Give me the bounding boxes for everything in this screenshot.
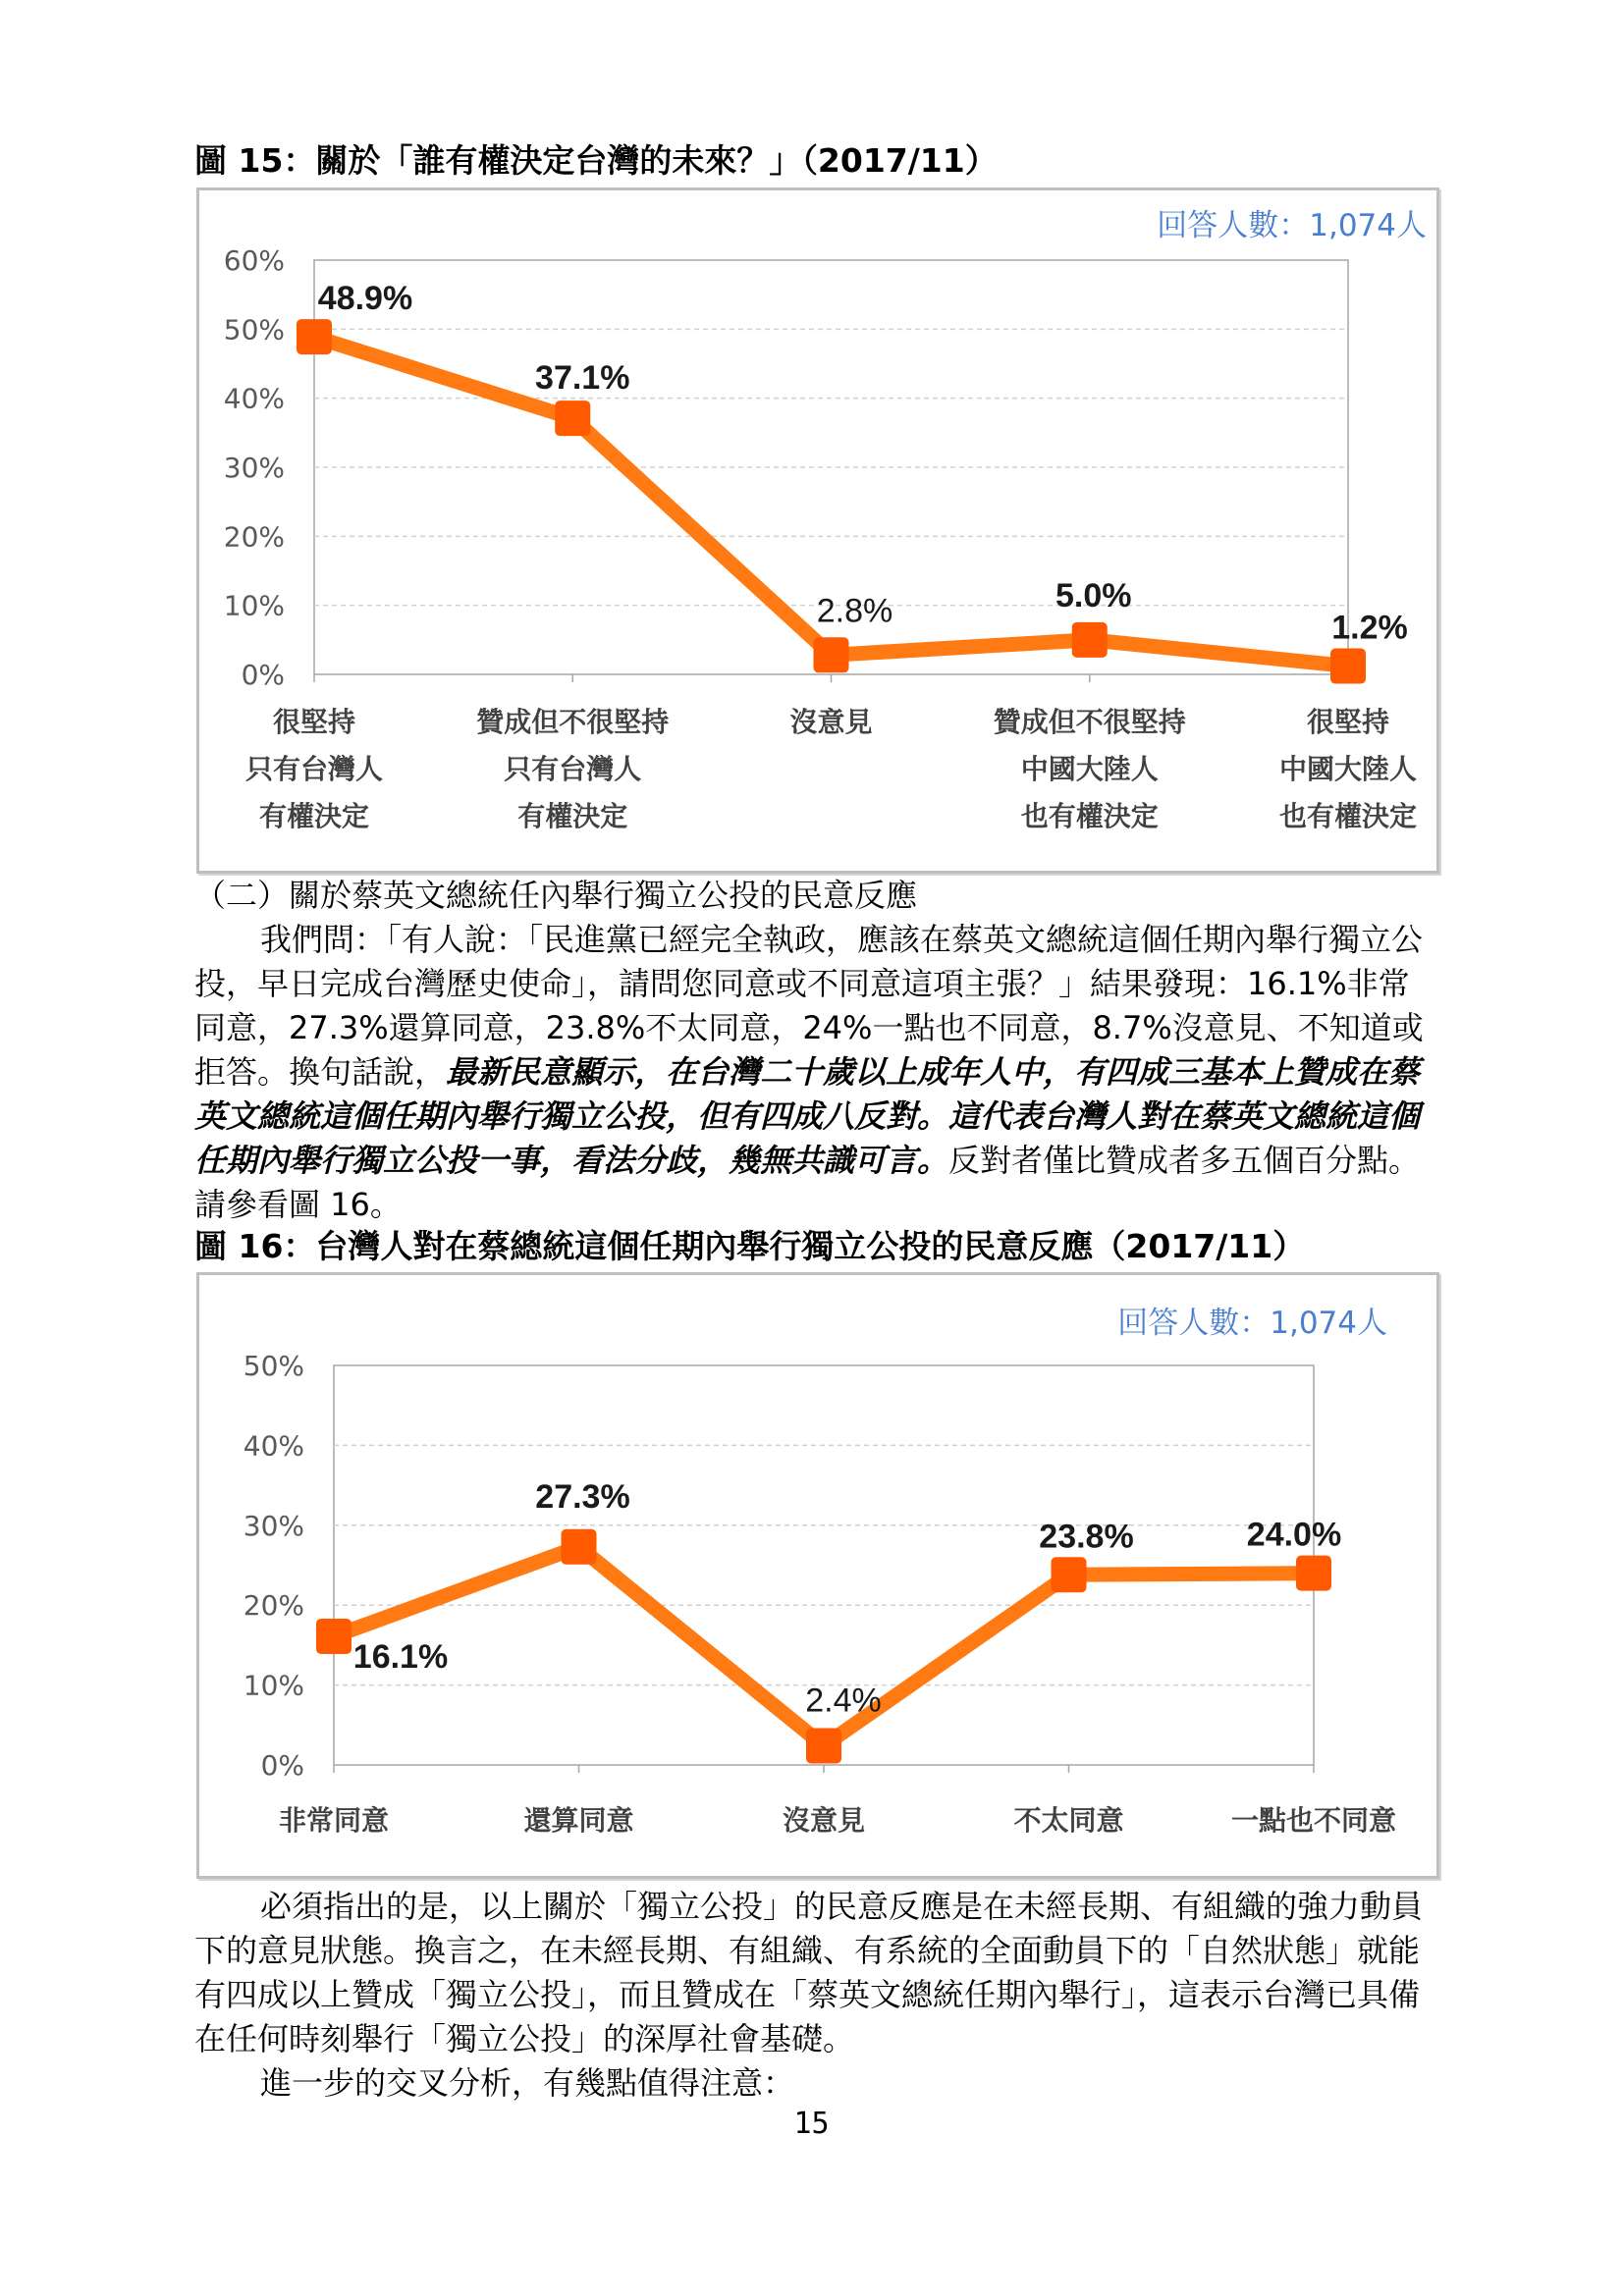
closing-paragraph: 必須指出的是，以上關於「獨立公投」的民意反應是在未經長期、有組織的強力動員下的意見狀態。換言之，在未經長期、有組織、有系統的全面動員下的「自然狀態」就能有四成以上贊成「獨立公投」，而且贊成在「蔡英文總統任期內舉行」，這表示台灣已具備在任何時刻舉行「獨立公投」的深厚社會基礎。 [194, 1888, 1424, 2057]
x-category-label: 一點也不同意 [1230, 1804, 1397, 1837]
x-category-label: 贊成但不很堅持 [476, 706, 670, 738]
data-label: 48.9% [317, 280, 413, 318]
data-label: 24.0% [1246, 1516, 1342, 1554]
chart-future-decision-svg [199, 190, 1436, 871]
y-tick-label: 30% [223, 452, 285, 484]
data-point-marker [1052, 1557, 1087, 1592]
data-point-marker [297, 319, 332, 354]
data-label: 27.3% [535, 1477, 630, 1516]
x-category-label: 也有權決定 [1020, 800, 1159, 832]
y-tick-label: 50% [243, 1350, 304, 1382]
x-category-label: 只有台灣人 [244, 753, 384, 785]
y-tick-label: 20% [243, 1589, 304, 1623]
respondents-count: 回答人數：1,074人 [1157, 208, 1427, 243]
x-category-label: 非常同意 [278, 1804, 390, 1837]
y-tick-label: 50% [223, 313, 285, 347]
data-point-marker [1072, 622, 1108, 658]
data-label: 1.2% [1331, 609, 1408, 647]
x-category-label: 很堅持 [272, 706, 356, 738]
figure-16-title: 圖 16：台灣人對在蔡總統這個任期內舉行獨立公投的民意反應（2017/11） [194, 1227, 1306, 1265]
x-category-label: 中國大陸人 [1278, 753, 1418, 785]
section-body [194, 874, 1434, 1227]
x-category-label: 有權決定 [258, 800, 370, 832]
chart-future-decision [196, 187, 1439, 874]
x-category-label: 有權決定 [517, 800, 628, 832]
closing-paragraph-2: 進一步的交叉分析，有幾點值得注意： [260, 2064, 795, 2102]
chart-referendum-opinion [196, 1272, 1439, 1879]
data-label: 2.8% [816, 592, 893, 630]
data-label: 2.4% [805, 1682, 882, 1720]
data-point-marker [562, 1529, 597, 1565]
y-tick-label: 10% [243, 1669, 304, 1702]
y-tick-label: 60% [223, 244, 285, 277]
data-label: 37.1% [535, 359, 630, 398]
closing-text [194, 1885, 1434, 2106]
respondents-count: 回答人數：1,074人 [1117, 1306, 1387, 1341]
data-point-marker [814, 637, 849, 672]
x-category-label: 還算同意 [523, 1804, 634, 1837]
y-tick-label: 40% [243, 1429, 304, 1463]
x-category-label: 沒意見 [782, 1804, 866, 1837]
y-tick-label: 40% [223, 382, 285, 415]
x-category-label: 也有權決定 [1278, 800, 1418, 832]
body-text: 我們問：「有人說：「民進黨已經完全執政，應該在蔡英文總統這個任期內舉行獨立公投，早日完成台灣歷史使命」，請問您同意或不同意這項主張？」結果發現：16.1%非常同意，27.3%還算同意，23.8%不太同意，24%一點也不同意，8.7%沒意見、不知道或拒答。換句話說， [194, 921, 1424, 1091]
x-category-label: 不太同意 [1013, 1804, 1124, 1837]
data-label: 16.1% [352, 1637, 449, 1676]
x-category-label: 沒意見 [789, 706, 873, 738]
body-text-tail: 反對者僅比贊成者多五個百分點。請參看圖 16。 [194, 1142, 1421, 1223]
body-paragraph [194, 918, 1434, 1227]
body-emphasis: 最新民意顯示，在台灣二十歲以上成年人中，有四成三基本上贊成在蔡英文總統這個任期內舉行獨立公投，但有四成八反對。這代表台灣人對在蔡英文總統這個任期內舉行獨立公投一事，看法分歧，幾無共識可言。 [194, 1053, 1421, 1179]
x-category-label: 很堅持 [1306, 706, 1390, 738]
data-point-marker [806, 1728, 841, 1763]
x-category-label: 中國大陸人 [1020, 753, 1159, 785]
x-category-label: 贊成但不很堅持 [993, 706, 1186, 738]
y-tick-label: 30% [243, 1509, 304, 1542]
data-point-marker [316, 1619, 352, 1654]
y-tick-label: 20% [223, 520, 285, 554]
section-heading: （二）關於蔡英文總統任內舉行獨立公投的民意反應 [194, 877, 918, 914]
y-tick-label: 0% [241, 659, 285, 691]
chart-referendum-opinion-svg [199, 1275, 1436, 1876]
data-point-marker [555, 400, 590, 436]
figure-15-title: 圖 15：關於「誰有權決定台灣的未來？」（2017/11） [194, 141, 998, 180]
y-tick-label: 0% [260, 1749, 304, 1782]
x-category-label: 只有台灣人 [504, 753, 642, 785]
y-tick-label: 10% [223, 589, 285, 622]
page-number: 15 [793, 2107, 830, 2141]
data-label: 23.8% [1039, 1518, 1134, 1556]
data-label: 5.0% [1055, 576, 1132, 614]
data-point-marker [1330, 649, 1366, 684]
data-point-marker [1296, 1556, 1331, 1591]
